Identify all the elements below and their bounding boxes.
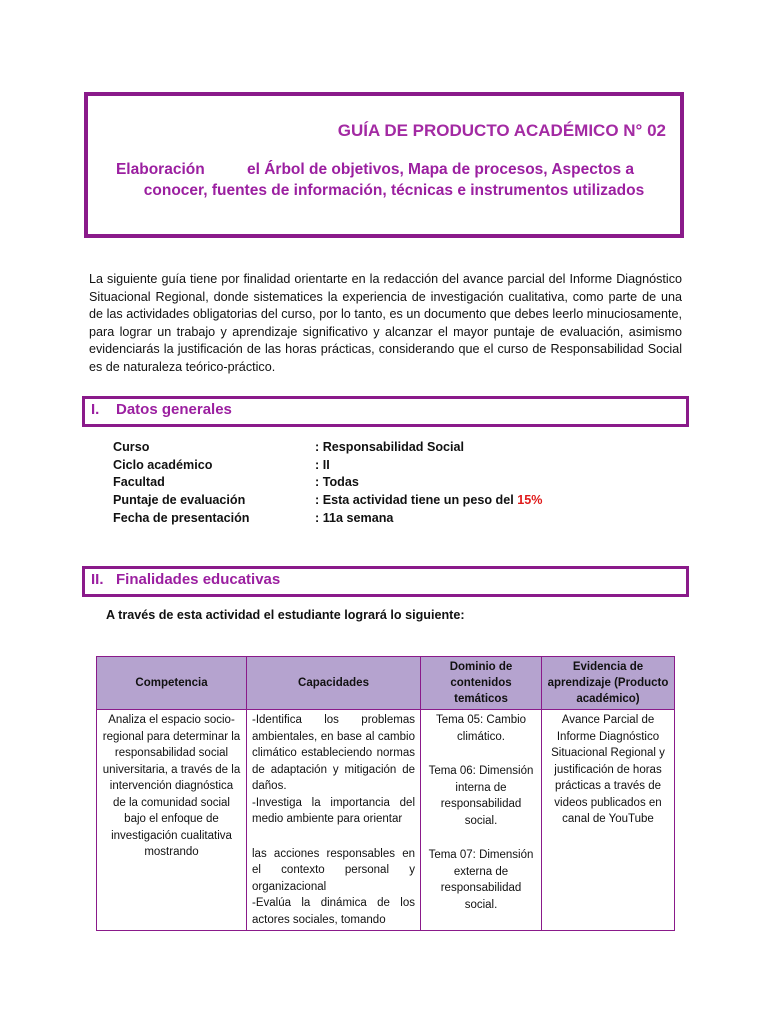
- cell-capacidades: [247, 710, 421, 931]
- competency-table: [96, 656, 675, 931]
- section-finalidades: [82, 566, 689, 597]
- info-row-curso: [113, 440, 673, 458]
- section-datos-generales: [82, 396, 689, 427]
- info-value: [315, 493, 542, 507]
- weight-percent: 15%: [517, 493, 543, 507]
- info-value: : Responsabilidad Social: [315, 440, 465, 454]
- subtitle-line1: el Árbol de objetivos, Mapa de procesos, Aspectos a: [247, 161, 635, 178]
- subtitle-line2: conocer, fuentes de información, técnicas e instrumentos utilizados: [143, 182, 645, 199]
- header-capacidades: Capacidades: [247, 657, 421, 710]
- cell-competencia: Analiza el espacio socio-regional para determinar la responsabilidad social universitaria, a través de la intervención diagnóstica de la comunidad social bajo el enfoque de investigación cualitativa mostrando: [97, 710, 247, 931]
- info-row-ciclo: [113, 458, 673, 476]
- info-value-text: : Esta actividad tiene un peso del: [315, 493, 518, 507]
- info-label: Puntaje de evaluación: [113, 493, 246, 507]
- info-value: : 11a semana: [315, 511, 394, 525]
- info-value: : II: [315, 458, 330, 472]
- cell-evidencia: Avance Parcial de Informe Diagnóstico Situacional Regional y justificación de horas prácticas a través de videos publicados en canal de YouTube: [542, 710, 675, 931]
- info-value: : Todas: [315, 475, 359, 489]
- cell-dominio: [421, 710, 542, 931]
- topic-item: Tema 06: Dimensión interna de responsabilidad social.: [428, 765, 534, 827]
- section-lead: A través de esta actividad el estudiante logrará lo siguiente:: [106, 608, 465, 622]
- info-label: Facultad: [113, 475, 165, 489]
- title-box: [84, 92, 684, 238]
- table-header-row: [97, 657, 675, 710]
- topic-item: Tema 05: Cambio climático.: [435, 714, 527, 743]
- info-row-fecha: [113, 511, 673, 529]
- section-title: II. Finalidades educativas: [91, 571, 281, 588]
- guide-subtitle: [115, 159, 670, 201]
- capacity-item: -Identifica los problemas ambientales, en base al cambio climático estableciendo normas de adaptación y mitigación de daños.: [252, 714, 415, 792]
- header-evidencia: Evidencia de aprendizaje (Producto académico): [542, 657, 675, 710]
- info-row-facultad: [113, 475, 673, 493]
- info-label: Fecha de presentación: [113, 511, 250, 525]
- info-row-puntaje: [113, 493, 673, 511]
- capacity-item: -Evalúa la dinámica de los actores sociales, tomando: [252, 897, 415, 926]
- header-dominio: Dominio de contenidos temáticos: [421, 657, 542, 710]
- section-title: I. Datos generales: [91, 401, 232, 418]
- info-label: Curso: [113, 440, 150, 454]
- guide-title: GUÍA DE PRODUCTO ACADÉMICO N° 02: [337, 121, 666, 140]
- table-row: [97, 710, 675, 931]
- capacity-item: -Investiga la importancia del medio ambiente para orientar: [252, 796, 415, 825]
- capacity-item: las acciones responsables en el contexto personal y organizacional: [252, 847, 415, 893]
- subtitle-word: Elaboración: [115, 161, 205, 178]
- header-competencia: Competencia: [97, 657, 247, 710]
- info-label: Ciclo académico: [113, 458, 213, 472]
- intro-paragraph: La siguiente guía tiene por finalidad orientarte en la redacción del avance parcial del Informe Diagnóstico Situacional Regional, donde sistematices la experiencia de investigación cualitativa, como parte de una de las actividades obligatorias del curso, por lo tanto, es un documento que debes leerlo minuciosamente, para lograr un trabajo y aprendizaje significativo y alcanzar el mayor puntaje de evaluación, asimismo evidenciarás la justificación de las horas prácticas, considerando que el curso de Responsabilidad Social es de naturaleza teórico-práctico.: [89, 272, 682, 374]
- topic-item: Tema 07: Dimensión externa de responsabilidad social.: [428, 849, 534, 911]
